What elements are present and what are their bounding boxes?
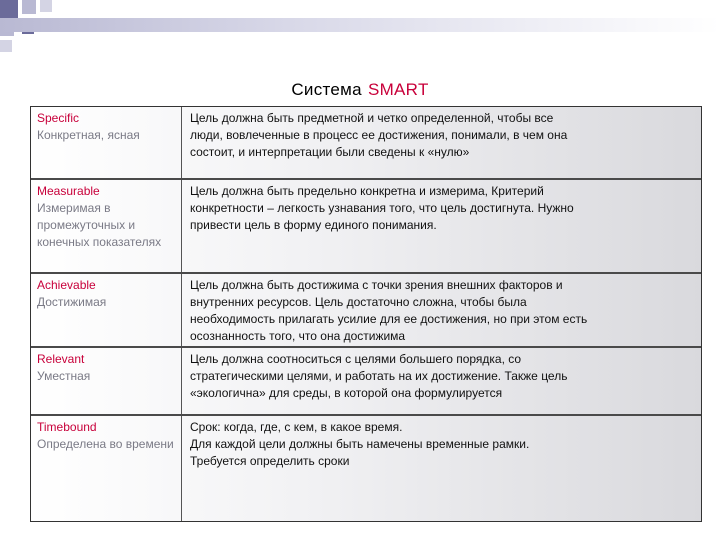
description-line: Цель должна соотноситься с целями большего порядка, со xyxy=(190,352,522,366)
criterion-en: Achievable xyxy=(37,278,96,292)
criterion-cell xyxy=(31,274,182,346)
criterion-en: Specific xyxy=(37,111,80,125)
description-line: Цель должна быть достижима с точки зрения внешних факторов и xyxy=(190,278,563,292)
smart-table xyxy=(30,106,702,522)
description-line: «экологична» для среды, в которой она формулируется xyxy=(190,386,503,400)
criterion-cell xyxy=(31,416,182,521)
description-line: Цель должна быть предельно конкретна и измерима, Критерий xyxy=(190,184,544,198)
table-row xyxy=(31,107,701,180)
title-accent: SMART xyxy=(367,80,429,99)
title-main: Система xyxy=(291,80,362,99)
description-cell xyxy=(182,180,701,272)
description-cell xyxy=(182,274,701,346)
description-line: конкретности – легкость узнавания того, что цель достигнута. Нужно xyxy=(190,201,574,215)
table-row xyxy=(31,274,701,348)
description-line: Для каждой цели должны быть намечены временные рамки. xyxy=(190,437,530,451)
table-row xyxy=(31,348,701,416)
criterion-en: Measurable xyxy=(37,184,100,198)
deco-square xyxy=(0,40,12,52)
description-line: стратегическими целями, и работать на их достижение. Также цель xyxy=(190,369,568,383)
deco-square xyxy=(22,0,36,14)
criterion-cell xyxy=(31,107,182,178)
description-line: люди, вовлеченные в процесс ее достижения, понимали, в чем она xyxy=(190,128,568,142)
table-row xyxy=(31,180,701,274)
page-title xyxy=(0,80,720,100)
criterion-cell xyxy=(31,180,182,272)
description-line: необходимость прилагать усилие для ее достижения, но при этом есть xyxy=(190,312,588,326)
criterion-ru: Достижимая xyxy=(37,295,107,309)
description-line: состоит, и интерпретации были сведены к «нулю» xyxy=(190,145,470,159)
table-row xyxy=(31,416,701,521)
criterion-en: Timebound xyxy=(37,420,97,434)
description-line: привести цель в форму единого понимания. xyxy=(190,218,437,232)
deco-square xyxy=(40,0,52,12)
criterion-ru: Уместная xyxy=(37,369,91,383)
criterion-en: Relevant xyxy=(37,352,85,366)
criterion-cell xyxy=(31,348,182,414)
description-cell xyxy=(182,107,701,178)
description-line: Требуется определить сроки xyxy=(190,454,350,468)
criterion-ru: Конкретная, ясная xyxy=(37,128,140,142)
header-stripe xyxy=(0,18,720,32)
description-cell xyxy=(182,416,701,521)
criterion-ru: Определена во времени xyxy=(37,437,174,451)
description-cell xyxy=(182,348,701,414)
criterion-ru: Измеримая в промежуточных и конечных показателях xyxy=(37,201,162,249)
description-line: внутренних ресурсов. Цель достаточно сложна, чтобы была xyxy=(190,295,527,309)
deco-square xyxy=(0,0,18,18)
description-line: Срок: когда, где, с кем, в какое время. xyxy=(190,420,403,434)
description-line: Цель должна быть предметной и четко определенной, чтобы все xyxy=(190,111,554,125)
description-line: осознанность того, что она достижима xyxy=(190,329,406,343)
